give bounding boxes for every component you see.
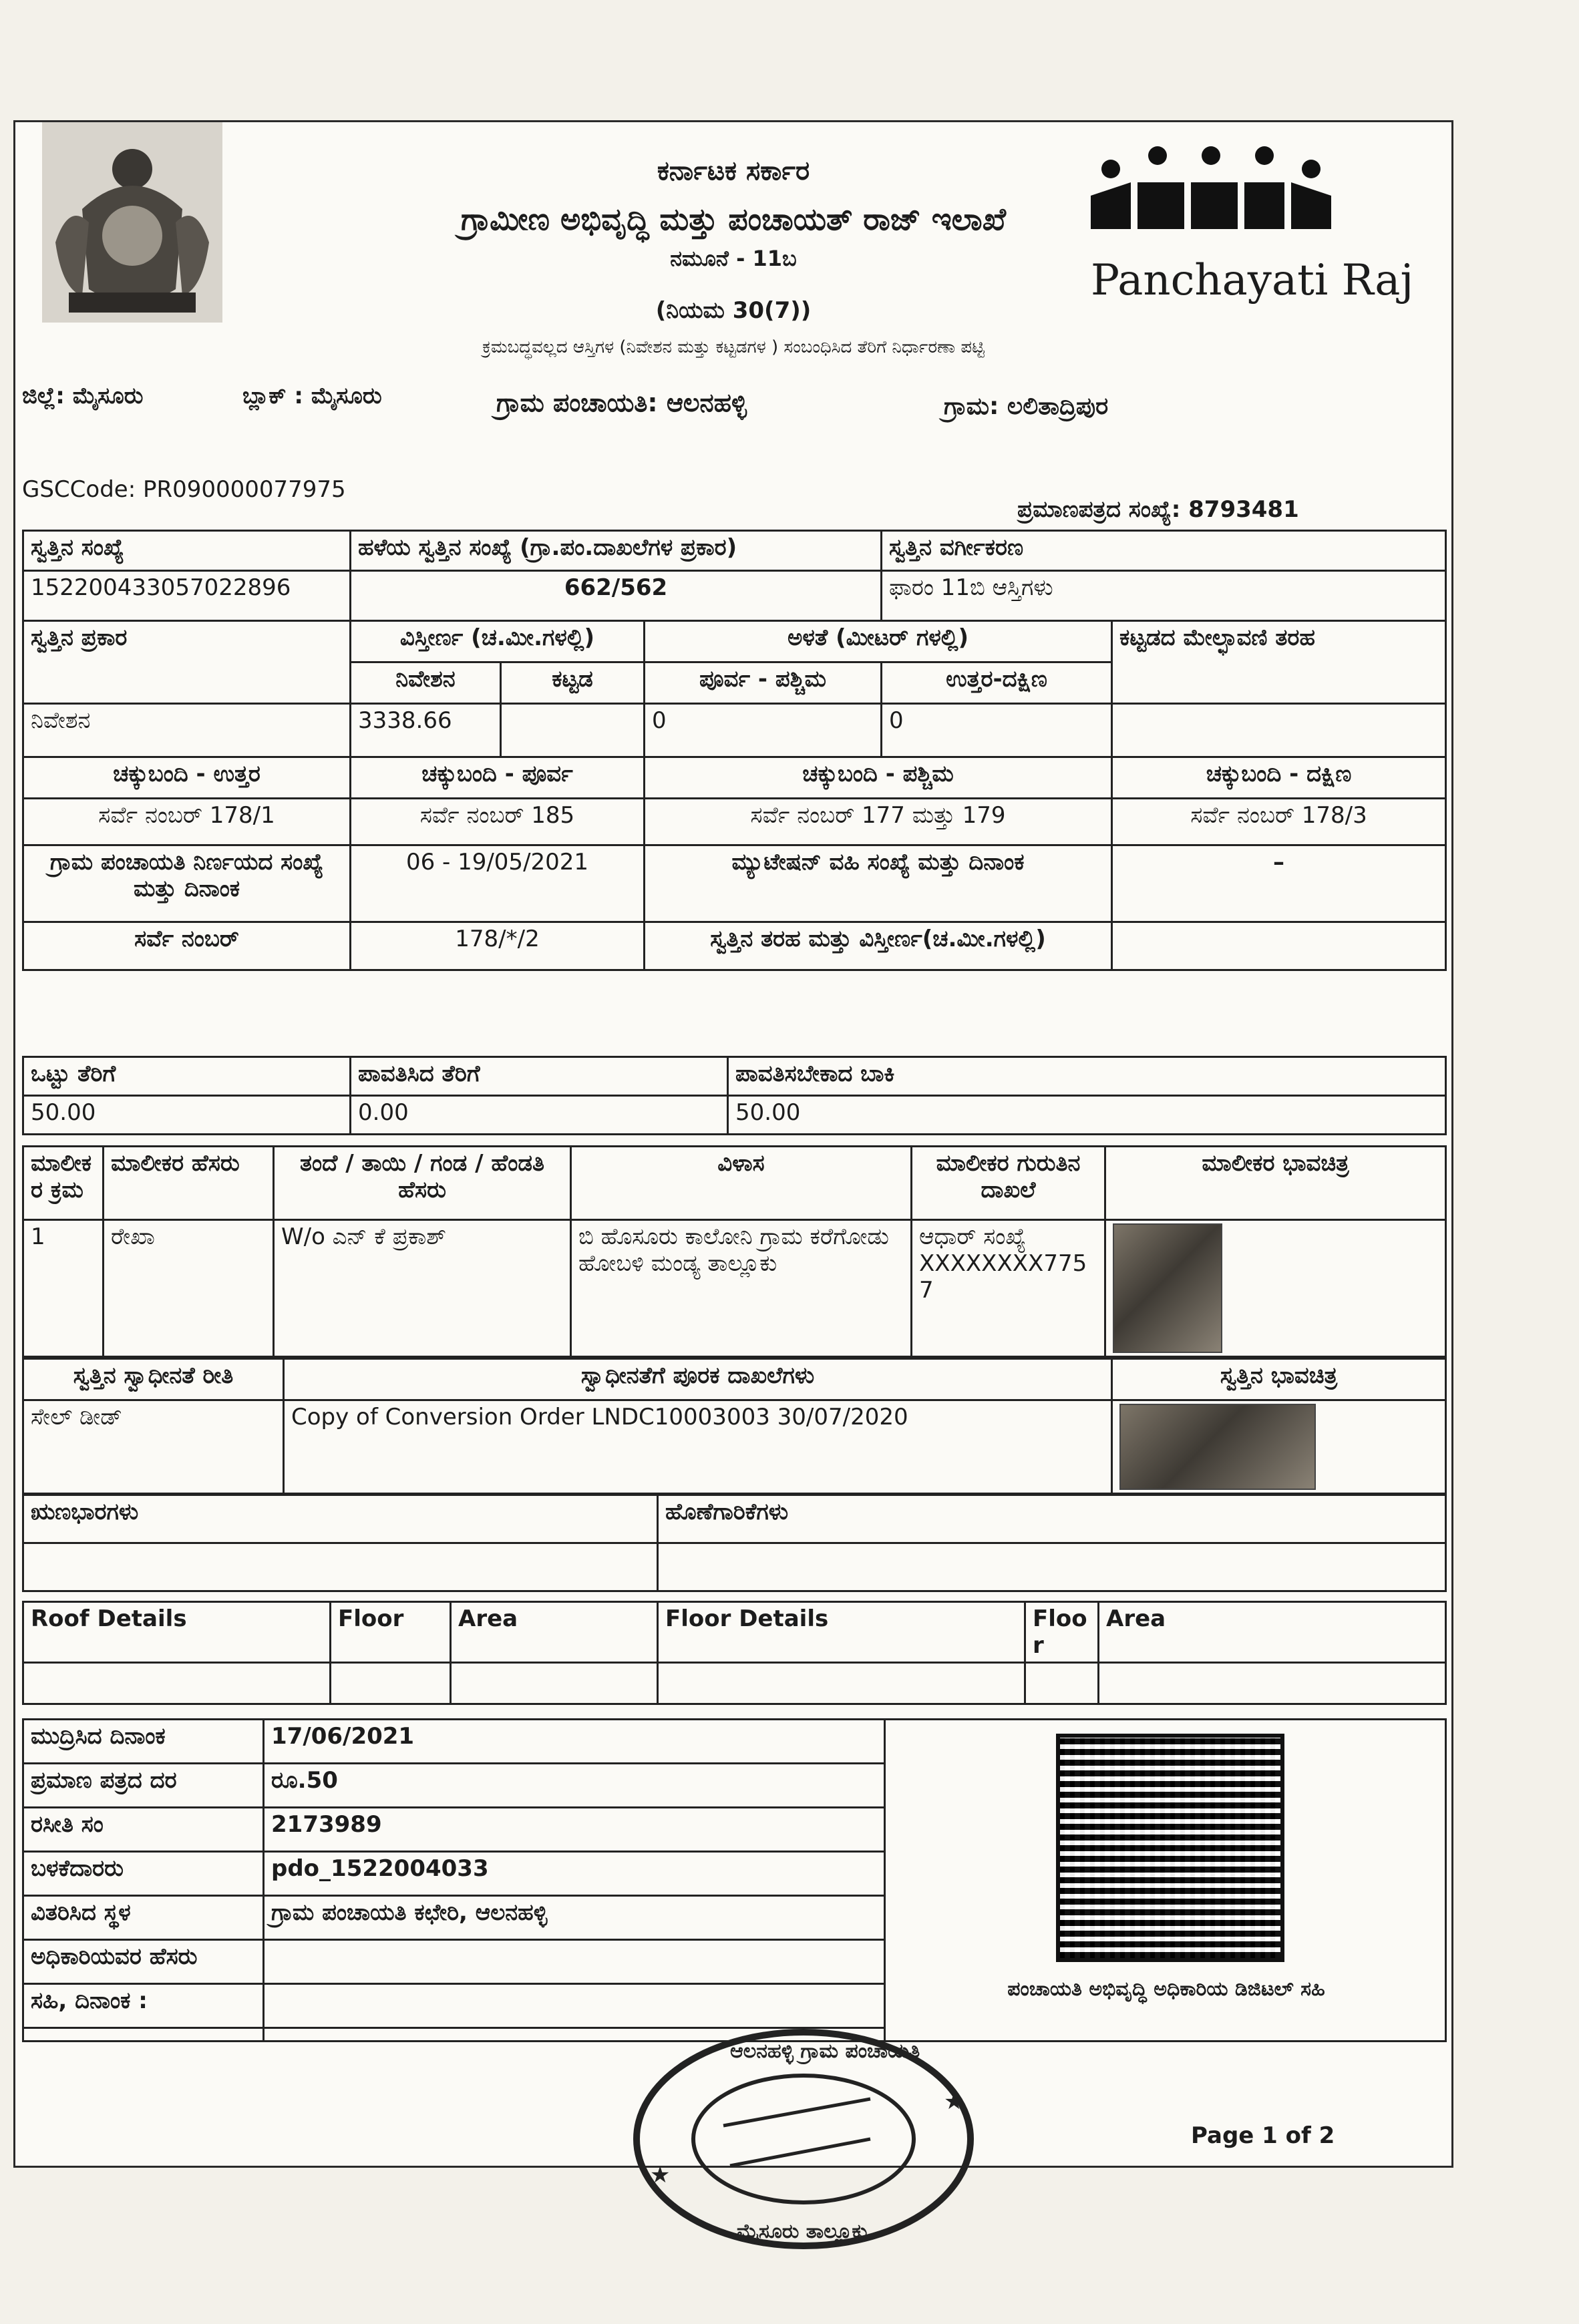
property-class-value: ಫಾರಂ 11ಬಿ ಆಸ್ತಿಗಳು — [882, 571, 1446, 621]
survey-number-label: ಸರ್ವೆ ನಂಬರ್ — [23, 922, 351, 970]
roof-type-label: ಕಟ್ಟಡದ ಮೇಲ್ಛಾವಣಿ ತರಹ — [1112, 621, 1446, 704]
property-photo-cell — [1112, 1400, 1446, 1494]
user-label: ಬಳಕೆದಾರರು — [23, 1852, 264, 1896]
owner-photo-header: ಮಾಲೀಕರ ಭಾವಚಿತ್ರ — [1105, 1147, 1446, 1220]
owner-no: 1 — [23, 1220, 104, 1357]
issue-place-value: ಗ್ರಾಮ ಪಂಚಾಯತಿ ಕಛೇರಿ, ಆಲನಹಳ್ಳಿ — [264, 1896, 885, 1940]
gp-resolution-label: ಗ್ರಾಮ ಪಂಚಾಯತಿ ನಿರ್ಣಯದ ಸಂಖ್ಯೆ ಮತ್ತು ದಿನಾಂಕ — [23, 845, 351, 922]
owner-relation: W/o ಎನ್ ಕೆ ಪ್ರಕಾಶ್ — [274, 1220, 571, 1357]
gp-resolution-value: 06 - 19/05/2021 — [351, 845, 645, 922]
paid-tax-label: ಪಾವತಿಸಿದ ತೆರಿಗೆ — [351, 1057, 728, 1096]
svg-text:★: ★ — [944, 2088, 964, 2115]
acquisition-method-label: ಸ್ವತ್ತಿನ ಸ್ವಾಧೀನತೆ ರೀತಿ — [23, 1359, 284, 1400]
gram-panchayat: ಗ್ರಾಮ ಪಂಚಾಯತಿ: ಆಲನಹಳ್ಳಿ — [496, 388, 747, 417]
west-boundary-label: ಚಕ್ಕುಬಂದಿ - ಪಶ್ಚಿಮ — [645, 757, 1112, 799]
certificate-sheet — [13, 120, 1453, 2243]
north-south-value: 0 — [882, 704, 1112, 757]
owner-id-doc: ಆಧಾರ್ ಸಂಖ್ಯೆ XXXXXXXX7757 — [912, 1220, 1105, 1357]
acquisition-docs-label: ಸ್ವಾಧೀನತೆಗೆ ಪೂರಕ ದಾಖಲೆಗಳು — [284, 1359, 1112, 1400]
table-row — [23, 1220, 1446, 1357]
west-boundary-value: ಸರ್ವೆ ನಂಬರ್ 177 ಮತ್ತು 179 — [645, 799, 1112, 845]
owner-relation-header: ತಂದೆ / ತಾಯಿ / ಗಂಡ / ಹೆಂಡತಿ ಹೆಸರು — [274, 1147, 571, 1220]
floor-details-label: Floor Details — [658, 1602, 1025, 1663]
roof-type-value — [1112, 704, 1446, 757]
property-type-value: ನಿವೇಶನ — [23, 704, 351, 757]
issue-table — [22, 1718, 1447, 2042]
dept-title: ಗ್ರಾಮೀಣ ಅಭಿವೃದ್ಧಿ ಮತ್ತು ಪಂಚಾಯತ್ ರಾಜ್ ಇಲಾಖೆ — [461, 201, 1006, 237]
fee-label: ಪ್ರಮಾಣ ಪತ್ರದ ದರ — [23, 1764, 264, 1808]
tax-table — [22, 1056, 1447, 1135]
office-stamp-icon — [630, 2025, 977, 2253]
survey-number-value: 178/*/2 — [351, 922, 645, 970]
floor-value-2 — [1025, 1663, 1099, 1704]
site-area-value: 3338.66 — [351, 704, 501, 757]
gsc-code: GSCCode: PR090000077975 — [22, 476, 346, 503]
block: ಬ್ಲಾಕ್ : ಮೈಸೂರು — [242, 383, 382, 409]
gov-title: ಕರ್ನಾಟಕ ಸರ್ಕಾರ — [657, 156, 810, 186]
acquisition-method-value: ಸೇಲ್ ಡೀಡ್ — [23, 1400, 284, 1494]
mutation-value: – — [1112, 845, 1446, 922]
panchayati-raj-label: Panchayati Raj — [1091, 256, 1414, 305]
property-type-area-value — [1112, 922, 1446, 970]
floor-label: Floor — [331, 1602, 451, 1663]
building-label: ಕಟ್ಟಡ — [501, 662, 645, 704]
area-value-1 — [451, 1663, 658, 1704]
area-label-2: Area — [1099, 1602, 1446, 1663]
east-west-value: 0 — [645, 704, 882, 757]
east-west-label: ಪೂರ್ವ - ಪಶ್ಚಿಮ — [645, 662, 882, 704]
certificate-number: ಪ್ರಮಾಣಪತ್ರದ ಸಂಖ್ಯೆ: 8793481 — [1017, 496, 1299, 523]
property-photo — [1119, 1404, 1316, 1490]
old-property-no-label: ಹಳೆಯ ಸ್ವತ್ತಿನ ಸಂಖ್ಯೆ (ಗ್ರಾ.ಪಂ.ದಾಖಲೆಗಳ ಪ್ರಕಾರ) — [351, 531, 882, 571]
property-id-value: 152200433057022896 — [23, 571, 351, 621]
panchayati-raj-logo-icon — [1084, 142, 1338, 242]
encumbrance-label: ಋಣಭಾರಗಳು — [23, 1495, 658, 1543]
print-date-label: ಮುದ್ರಿಸಿದ ದಿನಾಂಕ — [23, 1720, 264, 1764]
liabilities-table — [22, 1494, 1447, 1592]
floor-label-2: Floor — [1025, 1602, 1099, 1663]
user-value: pdo_1522004033 — [264, 1852, 885, 1896]
property-id-label: ಸ್ವತ್ತಿನ ಸಂಖ್ಯೆ — [23, 531, 351, 571]
owner-name-header: ಮಾಲೀಕರ ಹೆಸರು — [104, 1147, 274, 1220]
dimension-label: ಅಳತೆ (ಮೀಟರ್ ಗಳಲ್ಲಿ) — [645, 621, 1112, 662]
floor-table — [22, 1601, 1447, 1705]
signature-date-value — [264, 1984, 885, 2028]
liabilities-value — [658, 1543, 1446, 1591]
receipt-label: ರಸೀತಿ ಸಂ — [23, 1808, 264, 1852]
form-number: ನಮೂನೆ - 11ಬ — [670, 246, 797, 271]
owner-photo — [1113, 1223, 1222, 1353]
property-class-label: ಸ್ವತ್ತಿನ ವರ್ಗೀಕರಣ — [882, 531, 1446, 571]
acquisition-table — [22, 1358, 1447, 1495]
village: ಗ್ರಾಮ: ಲಲಿತಾದ್ರಿಪುರ — [944, 393, 1109, 420]
officer-name-label: ಅಧಿಕಾರಿಯವರ ಹೆಸರು — [23, 1940, 264, 1984]
officer-name-value — [264, 1940, 885, 1984]
property-table — [22, 530, 1447, 971]
roof-details-value — [23, 1663, 331, 1704]
issue-place-label: ವಿತರಿಸಿದ ಸ್ಥಳ — [23, 1896, 264, 1940]
owner-no-header: ಮಾಲೀಕರ ಕ್ರಮ — [23, 1147, 104, 1220]
roof-details-label: Roof Details — [23, 1602, 331, 1663]
signature-date-label: ಸಹಿ, ದಿನಾಂಕ : — [23, 1984, 264, 2028]
area-label-1: Area — [451, 1602, 658, 1663]
liabilities-label: ಹೊಣೆಗಾರಿಕೆಗಳು — [658, 1495, 1446, 1543]
owners-table — [22, 1145, 1447, 1358]
property-type-area-label: ಸ್ವತ್ತಿನ ತರಹ ಮತ್ತು ವಿಸ್ತೀರ್ಣ(ಚ.ಮೀ.ಗಳಲ್ಲಿ) — [645, 922, 1112, 970]
mutation-label: ಮ್ಯುಟೇಷನ್ ವಹಿ ಸಂಖ್ಯೆ ಮತ್ತು ದಿನಾಂಕ — [645, 845, 1112, 922]
east-boundary-value: ಸರ್ವೆ ನಂಬರ್ 185 — [351, 799, 645, 845]
spacer-left — [23, 2028, 264, 2042]
due-tax-value: 50.00 — [728, 1096, 1446, 1135]
svg-text:★: ★ — [650, 2162, 671, 2188]
digital-signature-label: ಪಂಚಾಯತಿ ಅಭಿವೃದ್ಧಿ ಅಧಿಕಾರಿಯ ಡಿಜಿಟಲ್ ಸಹಿ — [1007, 1977, 1325, 2001]
print-date-value: 17/06/2021 — [264, 1720, 885, 1764]
property-type-label: ಸ್ವತ್ತಿನ ಪ್ರಕಾರ — [23, 621, 351, 704]
owner-id-header: ಮಾಲೀಕರ ಗುರುತಿನ ದಾಖಲೆ — [912, 1147, 1105, 1220]
due-tax-label: ಪಾವತಿಸಬೇಕಾದ ಬಾಕಿ — [728, 1057, 1446, 1096]
north-boundary-value: ಸರ್ವೆ ನಂಬರ್ 178/1 — [23, 799, 351, 845]
north-boundary-label: ಚಕ್ಕುಬಂದಿ - ಉತ್ತರ — [23, 757, 351, 799]
page-number: Page 1 of 2 — [1191, 2122, 1335, 2149]
old-property-no-value: 662/562 — [351, 571, 882, 621]
paid-tax-value: 0.00 — [351, 1096, 728, 1135]
stamp-bottom-text: ಮೈಸೂರು ತಾಲ್ಲೂಕು — [737, 2220, 868, 2243]
form-description: ಕ್ರಮಬದ್ಧವಲ್ಲದ ಆಸ್ತಿಗಳ (ನಿವೇಶನ ಮತ್ತು ಕಟ್ಟಡಗಳ ) ಸಂಬಂಧಿಸಿದ ತೆರಿಗೆ ನಿರ್ಧಾರಣಾ ಪಟ್ಟಿ — [482, 337, 985, 357]
signature-cell — [885, 1720, 1446, 2042]
qr-code — [1056, 1734, 1284, 1962]
south-boundary-label: ಚಕ್ಕುಬಂದಿ - ದಕ್ಷಿಣ — [1112, 757, 1446, 799]
owner-address-header: ವಿಳಾಸ — [571, 1147, 912, 1220]
owner-address: ಬಿ ಹೊಸೂರು ಕಾಲೋನಿ ಗ್ರಾಮ ಕರೆಗೋಡು ಹೋಬಳಿ ಮಂಡ್ಯ ತಾಲ್ಲೂಕು — [571, 1220, 912, 1357]
property-photo-label: ಸ್ವತ್ತಿನ ಭಾವಚಿತ್ರ — [1112, 1359, 1446, 1400]
floor-value-1 — [331, 1663, 451, 1704]
acquisition-docs-value: Copy of Conversion Order LNDC10003003 30/07/2020 — [284, 1400, 1112, 1494]
area-label: ವಿಸ್ತೀರ್ಣ (ಚ.ಮೀ.ಗಳಲ್ಲಿ) — [351, 621, 645, 662]
site-label: ನಿವೇಶನ — [351, 662, 501, 704]
north-south-label: ಉತ್ತರ-ದಕ್ಷಿಣ — [882, 662, 1112, 704]
fee-value: ರೂ.50 — [264, 1764, 885, 1808]
south-boundary-value: ಸರ್ವೆ ನಂಬರ್ 178/3 — [1112, 799, 1446, 845]
owner-name: ರೇಖಾ — [104, 1220, 274, 1357]
owner-photo-cell — [1105, 1220, 1446, 1357]
district: ಜಿಲ್ಲೆ: ಮೈಸೂರು — [22, 383, 144, 409]
total-tax-value: 50.00 — [23, 1096, 351, 1135]
receipt-value: 2173989 — [264, 1808, 885, 1852]
building-area-value — [501, 704, 645, 757]
floor-details-value — [658, 1663, 1025, 1704]
area-value-2 — [1099, 1663, 1446, 1704]
total-tax-label: ಒಟ್ಟು ತೆರಿಗೆ — [23, 1057, 351, 1096]
encumbrance-value — [23, 1543, 658, 1591]
east-boundary-label: ಚಕ್ಕುಬಂದಿ - ಪೂರ್ವ — [351, 757, 645, 799]
stamp-top-text: ಆಲನಹಳ್ಳಿ ಗ್ರಾಮ ಪಂಚಾಯತಿ — [730, 2040, 920, 2063]
rule-number: (ನಿಯಮ 30(7)) — [655, 297, 812, 324]
